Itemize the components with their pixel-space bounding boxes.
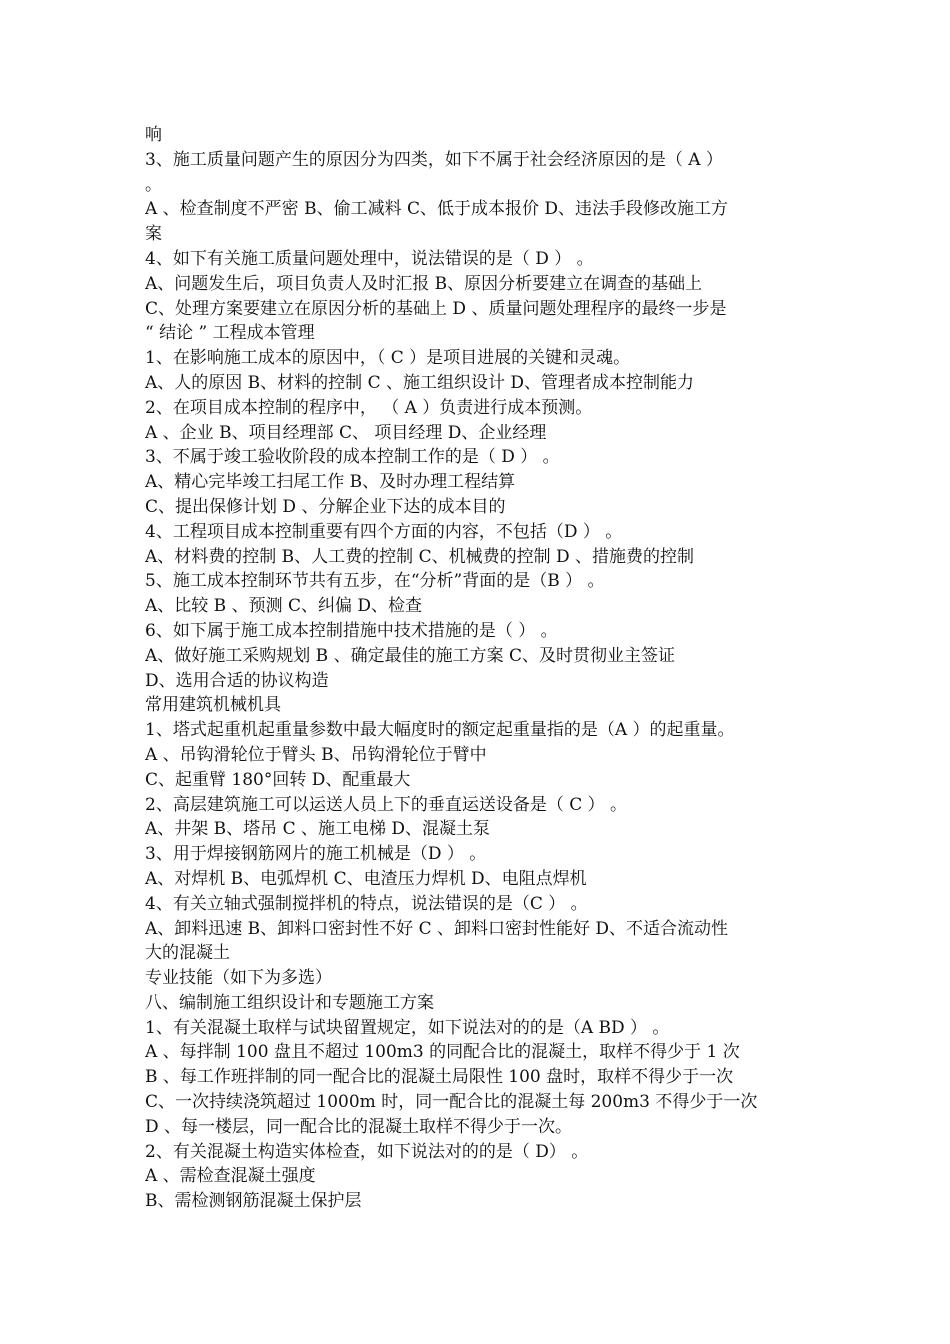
text-line: 大的混凝土	[145, 943, 230, 964]
question-line: 6、如下属于施工成本控制措施中技术措施的是（ ） 。	[145, 620, 558, 641]
options-line: D 、每一楼层，同一配合比的混凝土取样不得少于一次。	[145, 1116, 573, 1137]
question-line: 3、不属于竣工验收阶段的成本控制工作的是（ D ） 。	[145, 447, 560, 468]
document-body	[145, 123, 825, 1214]
options-line: A、做好施工采购规划 B 、确定最佳的施工方案 C、及时贯彻业主签证	[145, 645, 675, 666]
question-line: 2、高层建筑施工可以运送人员上下的垂直运送设备是（ C ） 。	[145, 794, 628, 815]
options-line: A、比较 B 、预测 C、纠偏 D、检查	[145, 596, 423, 617]
section-heading-line: “ 结论 ” 工程成本管理	[145, 323, 315, 344]
options-line: C、提出保修计划 D 、分解企业下达的成本目的	[145, 496, 506, 517]
options-line: B、需检测钢筋混凝土保护层	[145, 1191, 362, 1212]
question-line: 3、施工质量问题产生的原因分为四类，如下不属于社会经济原因的是（ A ）	[145, 149, 723, 170]
options-line: A 、需检查混凝土强度	[145, 1166, 316, 1187]
question-line: 2、在项目成本控制的程序中， （ A ）负责进行成本预测。	[145, 397, 593, 418]
options-line: C、一次持续浇筑超过 1000m 时，同一配合比的混凝土每 200m3 不得少于一次	[145, 1092, 758, 1113]
text-line: 。	[145, 174, 162, 195]
options-line: C、起重臂 180°回转 D、配重最大	[145, 769, 411, 790]
text-line: 响	[145, 125, 162, 145]
question-line: 2、有关混凝土构造实体检查，如下说法对的的是（ D） 。	[145, 1141, 589, 1162]
question-line: 4、如下有关施工质量问题处理中，说法错误的是（ D ） 。	[145, 248, 594, 269]
options-line: A、井架 B、塔吊 C 、施工电梯 D、混凝土泵	[145, 819, 491, 840]
question-line: 1、有关混凝土取样与试块留置规定，如下说法对的的是（A BD ） 。	[145, 1017, 670, 1038]
question-line: 1、在影响施工成本的原因中，（ C ）是项目进展的关键和灵魂。	[145, 348, 631, 369]
question-line: 4、工程项目成本控制重要有四个方面的内容，不包括（D ） 。	[145, 521, 623, 542]
options-line: A 、检查制度不严密 B、偷工减料 C、低于成本报价 D、违法手段修改施工方	[145, 199, 729, 220]
options-line: B 、每工作班拌制的同一配合比的混凝土局限性 100 盘时，取样不得少于一次	[145, 1067, 734, 1088]
question-line: 3、用于焊接钢筋网片的施工机械是（D ） 。	[145, 844, 487, 865]
question-line: 4、有关立轴式强制搅拌机的特点，说法错误的是（C ） 。	[145, 893, 588, 914]
options-line: A、材料费的控制 B、人工费的控制 C、机械费的控制 D 、措施费的控制	[145, 546, 695, 567]
section-heading: 常用建筑机械机具	[145, 695, 281, 716]
text-line: 案	[145, 224, 162, 245]
options-line: A、精心完毕竣工扫尾工作 B、及时办理工程结算	[145, 472, 516, 493]
question-line: 5、施工成本控制环节共有五步，在“分析”背面的是（B ） 。	[145, 571, 605, 592]
options-line: A 、吊钩滑轮位于臂头 B、吊钩滑轮位于臂中	[145, 744, 487, 765]
options-line: A、问题发生后，项目负责人及时汇报 B、原因分析要建立在调查的基础上	[145, 273, 703, 294]
options-line: A、卸料迅速 B、卸料口密封性不好 C 、卸料口密封性能好 D、不适合流动性	[145, 918, 729, 939]
options-line: A、对焊机 B、电弧焊机 C、电渣压力焊机 D、电阻点焊机	[145, 868, 587, 889]
question-line: 1、塔式起重机起重量参数中最大幅度时的额定起重量指的是（A ）的起重量。	[145, 720, 735, 741]
options-line: A 、每拌制 100 盘且不超过 100m3 的同配合比的混凝土，取样不得少于 1 次	[145, 1042, 740, 1063]
options-line: C、处理方案要建立在原因分析的基础上 D 、质量问题处理程序的最终一步是	[145, 298, 727, 319]
section-heading: 专业技能（如下为多选）	[145, 968, 332, 989]
options-line: D、选用合适的协议构造	[145, 670, 329, 691]
options-line: A 、企业 B、项目经理部 C、 项目经理 D、企业经理	[145, 422, 547, 443]
options-line: A、人的原因 B、材料的控制 C 、施工组织设计 D、管理者成本控制能力	[145, 372, 695, 393]
section-heading: 八、编制施工组织设计和专题施工方案	[145, 992, 434, 1013]
